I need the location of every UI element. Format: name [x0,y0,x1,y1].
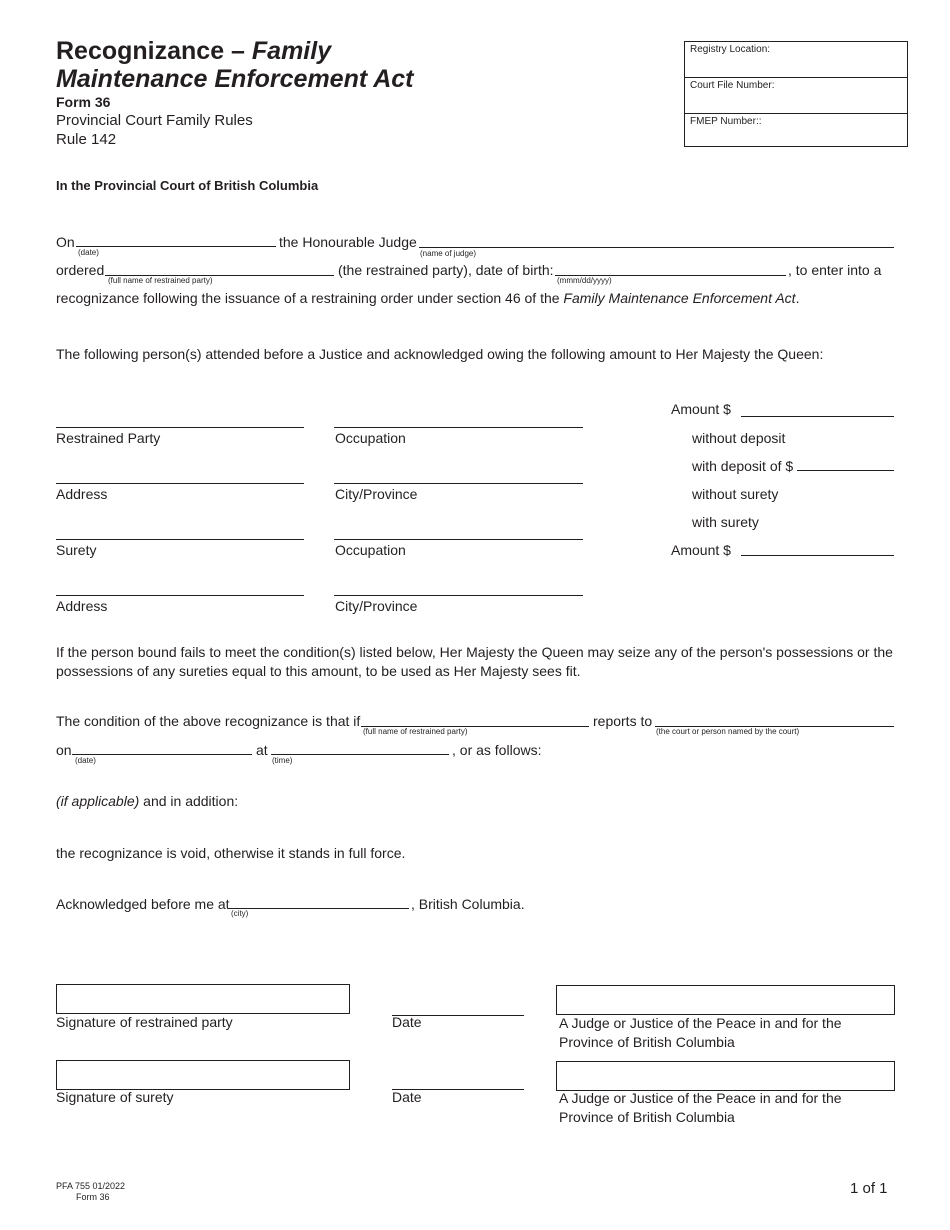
restrained-name-hint: (full name of restrained party) [108,276,213,285]
condition-restrained-hint: (full name of restrained party) [363,727,468,736]
amount-label-1: Amount $ [671,401,731,417]
amount-field-1[interactable] [741,416,894,417]
surety-signature-box[interactable] [56,1060,350,1090]
fmep-number-field[interactable] [685,114,907,146]
rule-number: Rule 142 [56,131,117,148]
registry-location-field[interactable] [685,42,907,78]
recognizance-text-body: recognizance following the issuance of a restraining order under section 46 of the [56,290,564,306]
acknowledged-city-hint: (city) [231,909,249,918]
surety-signature-label: Signature of surety [56,1089,174,1105]
deposit-amount-field[interactable] [797,470,894,471]
condition-date-hint: (date) [75,756,96,765]
acknowledged-after: , British Columbia. [411,896,525,912]
order-date-hint: (date) [78,248,99,257]
city-province-field-1[interactable] [334,483,583,484]
city-province-label-1: City/Province [335,486,418,502]
dob-hint: (mmm/dd/yyyy) [557,276,612,285]
reports-to-hint: (the court or person named by the court) [656,727,800,736]
court-heading: In the Provincial Court of British Columbia [56,178,319,193]
if-applicable-text [56,793,238,810]
address-label-2: Address [56,598,108,614]
address-field-1[interactable] [56,483,304,484]
without-deposit-option[interactable]: without deposit [692,430,786,446]
amount-label-2: Amount $ [671,542,731,558]
attended-text: The following person(s) attended before a Justice and acknowledged owing the following amount to Her Majesty the Queen: [56,346,824,362]
period: . [795,290,800,306]
title-plain: Recognizance – [56,37,252,65]
judge-label-1: A Judge or Justice of the Peace in and for the Province of British Columbia [559,1015,842,1050]
date-label-1: Date [392,1014,422,1030]
with-surety-option[interactable]: with surety [692,514,759,530]
ordered-label: ordered [56,262,105,278]
void-text: the recognizance is void, otherwise it stands in full force. [56,845,406,861]
registry-box [684,41,908,147]
restrained-party-field[interactable] [56,427,304,428]
enter-into-text: , to enter into a [788,262,882,278]
failure-text: If the person bound fails to meet the condition(s) listed below, Her Majesty the Queen may seize any of the person's possessions or the possessions of any sureties equal to this amount, to be used as Her Majesty sees fit. [56,644,893,679]
amount-field-2[interactable] [741,555,894,556]
condition-date-field[interactable] [72,754,252,755]
date-label-2: Date [392,1089,422,1105]
occupation-field-1[interactable] [334,427,583,428]
act-name: Family Maintenance Enforcement Act [563,290,796,306]
restrained-party-label: Restrained Party [56,430,161,446]
address-label-1: Address [56,486,108,502]
condition-at-label: at [256,742,268,758]
dob-label: (the restrained party), date of birth: [338,262,554,278]
recognizance-text [56,290,799,307]
judge-label-2: A Judge or Justice of the Peace in and for the Province of British Columbia [559,1090,842,1125]
city-province-field-2[interactable] [334,595,583,596]
title-italic-2: Maintenance Enforcement Act [56,65,414,93]
address-field-2[interactable] [56,595,304,596]
honourable-judge-label: the Honourable Judge [279,234,417,250]
occupation-label-1: Occupation [335,430,406,446]
surety-field[interactable] [56,539,304,540]
reports-to-label: reports to [593,713,653,729]
condition-time-hint: (time) [272,756,293,765]
judge-signature-box-1[interactable] [556,985,895,1015]
page-number: 1 of 1 [850,1180,888,1197]
city-province-label-2: City/Province [335,598,418,614]
occupation-label-2: Occupation [335,542,406,558]
on-label: On [56,234,75,250]
rules-name: Provincial Court Family Rules [56,112,253,129]
with-deposit-option[interactable]: with deposit of $ [692,458,794,474]
acknowledged-label: Acknowledged before me at [56,896,230,912]
without-surety-option[interactable]: without surety [692,486,779,502]
form-number: Form 36 [56,94,111,110]
judge-name-hint: (name of judge) [420,249,477,258]
court-file-number-field[interactable] [685,78,907,114]
judge-name-field[interactable] [419,247,894,248]
fmep-number-label: FMEP Number:: [690,116,762,127]
footer-form: Form 36 [76,1192,110,1202]
as-follows-text: , or as follows: [452,742,542,758]
condition-intro: The condition of the above recognizance is that if [56,713,361,729]
if-applicable-rest: and in addition: [139,793,239,809]
court-file-number-label: Court File Number: [690,80,775,91]
order-date-field[interactable] [76,246,276,247]
occupation-field-2[interactable] [334,539,583,540]
if-applicable-italic: (if applicable) [56,793,140,809]
restrained-party-signature-box[interactable] [56,984,350,1014]
form-title [56,37,413,93]
judge-signature-box-2[interactable] [556,1061,895,1091]
acknowledged-city-field[interactable] [229,908,409,909]
surety-label: Surety [56,542,97,558]
footer-code: PFA 755 01/2022 [56,1181,126,1191]
condition-on-label: on [56,742,72,758]
title-italic-1: Family [251,37,332,65]
restrained-party-signature-label: Signature of restrained party [56,1014,233,1030]
condition-time-field[interactable] [271,754,449,755]
registry-location-label: Registry Location: [690,44,771,55]
